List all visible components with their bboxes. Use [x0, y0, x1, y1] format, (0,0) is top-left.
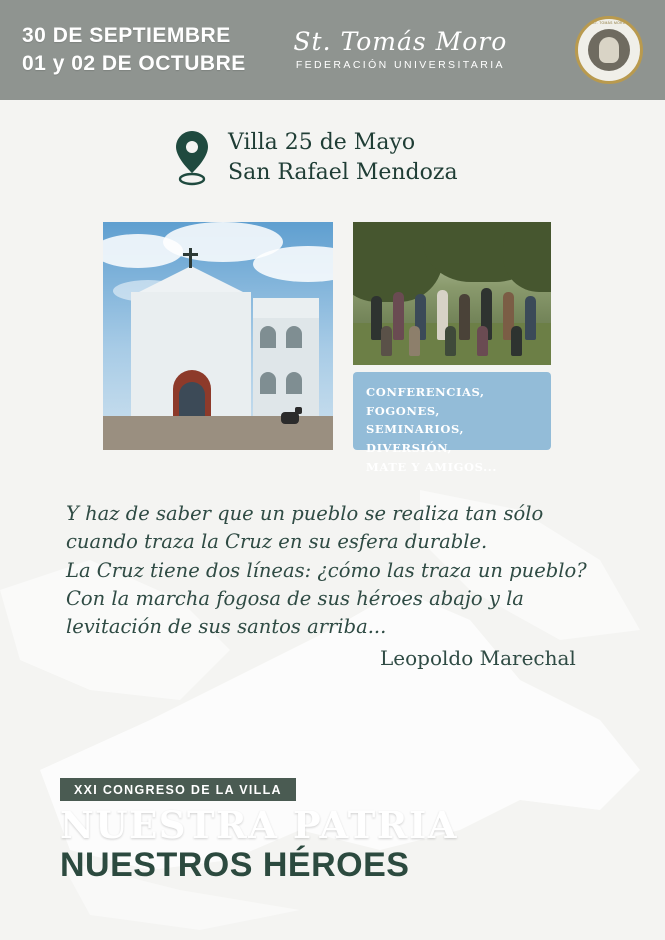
highlight-line-1: CONFERENCIAS, FOGONES,	[366, 385, 485, 418]
footer-title-line-1: NUESTRA PATRIA	[60, 803, 458, 847]
location-text	[228, 128, 458, 189]
event-dates	[22, 22, 246, 77]
quote-line-5: levitación de sus santos arriba...	[66, 615, 387, 639]
quote-line-3: La Cruz tiene dos líneas: ¿cómo las traza un pueblo?	[66, 558, 587, 582]
quote-text	[66, 500, 606, 641]
location-line-1: Villa 25 de Mayo	[228, 130, 416, 155]
seal-ring-text: ST. TOMÁS MORO	[592, 21, 626, 25]
map-pin-icon	[170, 129, 214, 187]
brand-name: St. Tomás Moro	[293, 27, 508, 56]
footer-title-block	[60, 778, 580, 886]
brand-subtitle: FEDERACIÓN UNIVERSITARIA	[295, 59, 505, 71]
header-bar	[0, 0, 665, 100]
date-line-2: 01 y 02 DE OCTUBRE	[22, 52, 246, 75]
photo-group	[353, 222, 551, 365]
date-line-1: 30 DE SEPTIEMBRE	[22, 24, 231, 48]
organization-seal-icon	[575, 16, 643, 84]
footer-title-line-2: NUESTROS HÉROES	[60, 846, 410, 885]
organization-brand	[226, 29, 575, 71]
location-block	[170, 128, 458, 189]
congress-ribbon: XXI CONGRESO DE LA VILLA	[60, 778, 296, 801]
location-line-2: San Rafael Mendoza	[228, 160, 458, 186]
quote-line-2: cuando traza la Cruz en su esfera durable.	[66, 530, 488, 554]
seal-portrait	[588, 29, 630, 71]
highlight-line-3: MATE Y AMIGOS...	[366, 459, 497, 474]
photo-church	[103, 222, 333, 450]
quote-line-1: Y haz de saber que un pueblo se realiza tan sólo	[66, 502, 544, 525]
quote-author: Leopoldo Marechal	[380, 646, 576, 670]
quote-line-4: Con la marcha fogosa de sus héroes abajo y la	[66, 586, 524, 610]
highlight-line-2: SEMINARIOS, DIVERSIÓN,	[366, 422, 465, 455]
highlight-box	[353, 372, 551, 474]
